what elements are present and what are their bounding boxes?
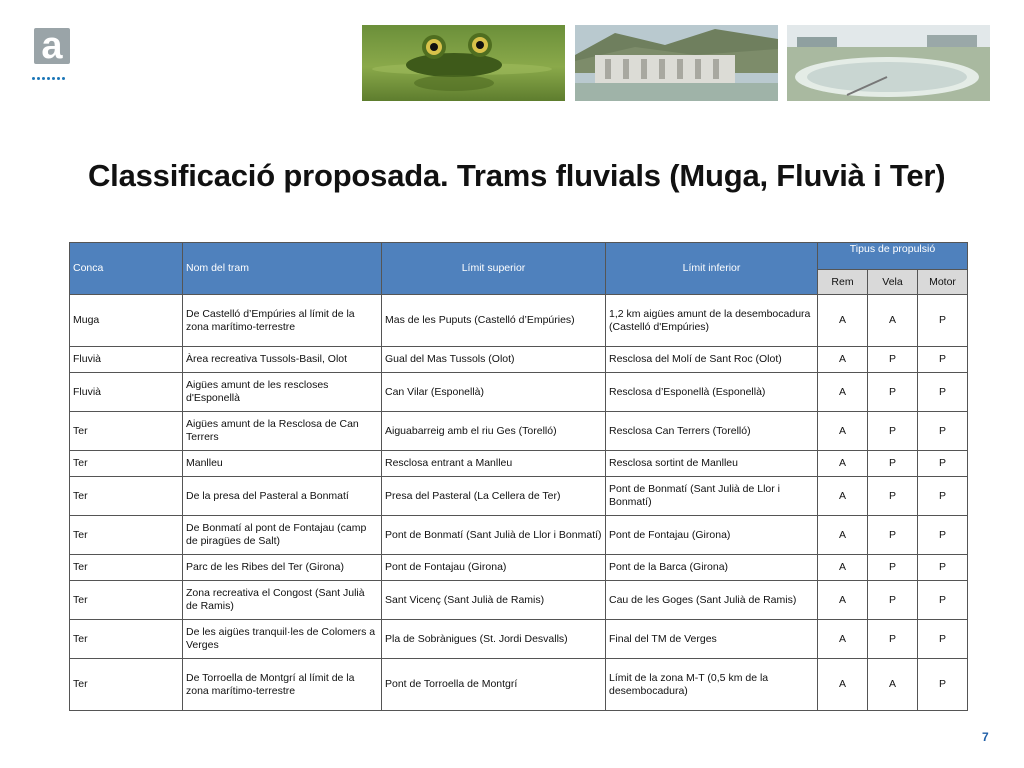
cell-limit-superior: Pont de Torroella de Montgrí — [382, 659, 606, 711]
cell-conca: Fluvià — [70, 373, 183, 412]
header-conca: Conca — [70, 243, 183, 295]
cell-limit-superior: Mas de les Puputs (Castelló d’Empúries) — [382, 295, 606, 347]
cell-limit-superior: Pla de Sobrànigues (St. Jordi Desvalls) — [382, 620, 606, 659]
cell-limit-superior: Aiguabarreig amb el riu Ges (Torelló) — [382, 412, 606, 451]
cell-limit-superior: Pont de Bonmatí (Sant Julià de Llor i Bonmatí) — [382, 516, 606, 555]
table-row — [70, 516, 968, 555]
cell-motor: P — [918, 295, 968, 347]
cell-motor: P — [918, 373, 968, 412]
dam-photo-icon — [575, 25, 778, 101]
cell-conca: Ter — [70, 516, 183, 555]
cell-motor: P — [918, 555, 968, 581]
cell-rem: A — [818, 373, 868, 412]
cell-nom-tram: De la presa del Pasteral a Bonmatí — [183, 477, 382, 516]
cell-limit-inferior: Resclosa del Molí de Sant Roc (Olot) — [606, 347, 818, 373]
cell-conca: Ter — [70, 412, 183, 451]
table-row — [70, 412, 968, 451]
cell-limit-inferior: Resclosa Can Terrers (Torelló) — [606, 412, 818, 451]
cell-limit-inferior: Final del TM de Verges — [606, 620, 818, 659]
cell-rem: A — [818, 516, 868, 555]
cell-motor: P — [918, 347, 968, 373]
classification-table — [69, 242, 968, 711]
cell-limit-inferior: Resclosa sortint de Manlleu — [606, 451, 818, 477]
cell-vela: P — [868, 477, 918, 516]
cell-limit-superior: Sant Vicenç (Sant Julià de Ramis) — [382, 581, 606, 620]
cell-vela: P — [868, 373, 918, 412]
cell-nom-tram: Aigües amunt de les rescloses d'Esponellà — [183, 373, 382, 412]
table-row — [70, 347, 968, 373]
cell-limit-superior: Pont de Fontajau (Girona) — [382, 555, 606, 581]
cell-nom-tram: Manlleu — [183, 451, 382, 477]
page-number: 7 — [982, 730, 989, 744]
header-tipus-propulsio: Tipus de propulsió — [818, 243, 968, 270]
cell-limit-inferior: 1,2 km aigües amunt de la desembocadura (Castelló d'Empúries) — [606, 295, 818, 347]
cell-vela: P — [868, 347, 918, 373]
cell-vela: P — [868, 620, 918, 659]
table-row — [70, 659, 968, 711]
table-row — [70, 295, 968, 347]
header-motor: Motor — [918, 270, 968, 295]
cell-nom-tram: Zona recreativa el Congost (Sant Julià de Ramis) — [183, 581, 382, 620]
cell-motor: P — [918, 516, 968, 555]
cell-limit-superior: Can Vilar (Esponellà) — [382, 373, 606, 412]
table-row — [70, 477, 968, 516]
cell-rem: A — [818, 659, 868, 711]
cell-motor: P — [918, 477, 968, 516]
cell-rem: A — [818, 347, 868, 373]
table-row — [70, 555, 968, 581]
cell-vela: A — [868, 659, 918, 711]
table-row — [70, 620, 968, 659]
cell-nom-tram: Àrea recreativa Tussols-Basil, Olot — [183, 347, 382, 373]
cell-rem: A — [818, 295, 868, 347]
cell-nom-tram: Parc de les Ribes del Ter (Girona) — [183, 555, 382, 581]
cell-conca: Ter — [70, 659, 183, 711]
logo-box — [34, 28, 70, 64]
logo-letter: a — [41, 28, 63, 64]
frog-photo-icon — [362, 25, 565, 101]
cell-limit-superior: Gual del Mas Tussols (Olot) — [382, 347, 606, 373]
table-row — [70, 451, 968, 477]
cell-motor: P — [918, 451, 968, 477]
cell-motor: P — [918, 620, 968, 659]
cell-vela: P — [868, 516, 918, 555]
cell-rem: A — [818, 620, 868, 659]
cell-limit-inferior: Pont de Bonmatí (Sant Julià de Llor i Bonmatí) — [606, 477, 818, 516]
cell-conca: Ter — [70, 451, 183, 477]
cell-motor: P — [918, 412, 968, 451]
table-row — [70, 581, 968, 620]
cell-rem: A — [818, 581, 868, 620]
header-nom-tram: Nom del tram — [183, 243, 382, 295]
cell-limit-inferior: Límit de la zona M-T (0,5 km de la desembocadura) — [606, 659, 818, 711]
cell-rem: A — [818, 555, 868, 581]
cell-rem: A — [818, 477, 868, 516]
cell-conca: Ter — [70, 620, 183, 659]
cell-conca: Ter — [70, 555, 183, 581]
logo — [32, 28, 74, 72]
cell-conca: Ter — [70, 477, 183, 516]
cell-nom-tram: De Torroella de Montgrí al límit de la zona marítimo-terrestre — [183, 659, 382, 711]
cell-conca: Fluvià — [70, 347, 183, 373]
cell-limit-inferior: Resclosa d’Esponellà (Esponellà) — [606, 373, 818, 412]
header-limit-superior: Límit superior — [382, 243, 606, 295]
cell-motor: P — [918, 659, 968, 711]
page-title: Classificació proposada. Trams fluvials (Muga, Fluvià i Ter) — [88, 158, 946, 193]
cell-rem: A — [818, 412, 868, 451]
cell-vela: P — [868, 451, 918, 477]
table-row — [70, 373, 968, 412]
logo-dots — [32, 67, 74, 71]
cell-limit-inferior: Cau de les Goges (Sant Julià de Ramis) — [606, 581, 818, 620]
cell-vela: P — [868, 581, 918, 620]
cell-rem: A — [818, 451, 868, 477]
cell-limit-inferior: Pont de Fontajau (Girona) — [606, 516, 818, 555]
cell-limit-inferior: Pont de la Barca (Girona) — [606, 555, 818, 581]
header-limit-inferior: Límit inferior — [606, 243, 818, 295]
cell-vela: P — [868, 412, 918, 451]
cell-vela: A — [868, 295, 918, 347]
cell-conca: Ter — [70, 581, 183, 620]
cell-limit-superior: Presa del Pasteral (La Cellera de Ter) — [382, 477, 606, 516]
header-rem: Rem — [818, 270, 868, 295]
cell-nom-tram: De Bonmatí al pont de Fontajau (camp de piragües de Salt) — [183, 516, 382, 555]
treatment-tank-photo-icon — [787, 25, 990, 101]
cell-motor: P — [918, 581, 968, 620]
cell-nom-tram: De Castelló d’Empúries al límit de la zona marítimo-terrestre — [183, 295, 382, 347]
cell-limit-superior: Resclosa entrant a Manlleu — [382, 451, 606, 477]
cell-nom-tram: Aigües amunt de la Resclosa de Can Terrers — [183, 412, 382, 451]
cell-vela: P — [868, 555, 918, 581]
cell-conca: Muga — [70, 295, 183, 347]
header-vela: Vela — [868, 270, 918, 295]
cell-nom-tram: De les aigües tranquil·les de Colomers a Verges — [183, 620, 382, 659]
